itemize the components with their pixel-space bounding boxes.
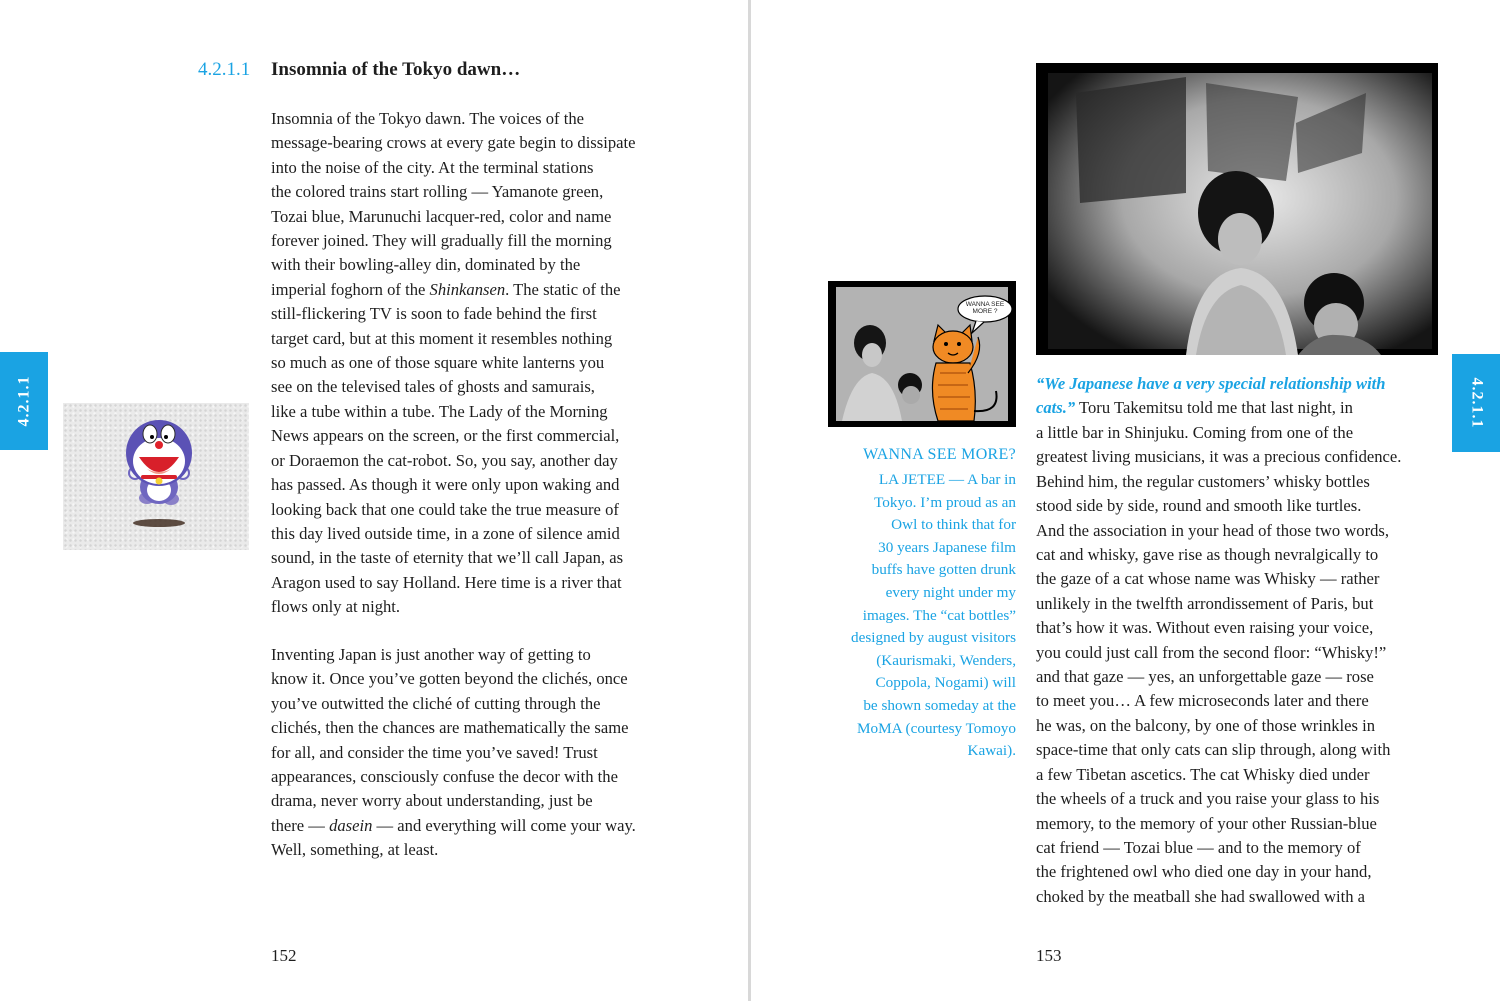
page-number-right: 153: [1036, 946, 1062, 965]
text-run: Inventing Japan is just another way of getting to know it. Once you’ve gotten beyond the clichés, once you’ve outwitted the cliché of cutting through the clichés, then the chances are mathematically the same for all, and consider the time you’ve saved! Trust appearances, consciously confuse the decor with the drama, never worry about understanding, just be there —: [271, 645, 629, 835]
tab-label: 4.2.1.1: [1468, 377, 1485, 429]
book-gutter: [748, 0, 751, 1001]
highlighted-quote: “We Japanese have a very special relationship with cats.”: [1036, 374, 1386, 418]
italic-term: dasein: [329, 815, 373, 835]
doraemon-illustration-icon: [63, 403, 249, 550]
speech-bubble-text: WANNA SEE MORE ?: [965, 301, 1005, 315]
section-tab-right: [1452, 354, 1500, 452]
section-tab-left: [0, 352, 48, 450]
bar-photo-large: [1036, 63, 1438, 355]
text-run: Toru Takemitsu told me that last night, in: [1075, 398, 1353, 418]
bar-photo-image: [1036, 63, 1438, 355]
right-paragraph: a little bar in Shinjuku. Coming from one of the greatest living musicians, it was a precious confidence. Behind him, the regular customers’ whisky bottles stood side by side, round and smooth like turtles. And the association in your head of those two words, cat and whisky, gave rise as though nevralgically to the gaze of a cat whose name was Whisky — rather unlikely in the twelfth arrondissement of Paris, but that’s how it was. Without even raising your voice, you could just call from the second floor: “Whisky!” and that gaze — yes, an unforgettable gaze — rose to meet you… A few microseconds later and there he was, on the balcony, by one of those wrinkles in space-time that only cats can slip through, along with a few Tibetan ascetics. The cat Whisky died under the wheels of a truck and you raise your glass to his memory, to the memory of your other Russian-blue cat friend — Tozai blue — and to the memory of the frightened owl who died one day in your hand, choked by the meatball she had swallowed with a: [1036, 423, 1402, 906]
italic-term: Shinkansen: [429, 279, 506, 299]
tab-label: 4.2.1.1: [15, 375, 32, 427]
text-run: . The static of the still-flickering TV is soon to fade behind the first target card, but at this moment it resembles nothing so much as one of those square white lanterns you see on the televised tales of ghosts and samurais, like a tube within a tube. The Lady of the Morning News appears on the screen, or the first commercial, or Doraemon the cat-robot. So, you say, another day has passed. As though it were only upon waking and looking back that one could take the true measure of this day lived outside time, in a zone of silence amid sound, in the taste of eternity that we’ll call Japan, as Aragon used to say Holland. Here time is a river that flows only at night.: [271, 279, 624, 617]
caption-body: LA JETEE — A bar in Tokyo. I’m proud as an Owl to think that for 30 years Japanese film buffs have gotten drunk every night under my images. The “cat bottles” designed by august visitors (Kaurismaki, Wenders, Coppola, Nogami) will be shown someday at the MoMA (courtesy Tomoyo Kawai).: [851, 471, 1016, 760]
page-number-left: 152: [271, 946, 297, 965]
text-run: Insomnia of the Tokyo dawn. The voices of the message-bearing crows at every gate begin to dissipate into the noise of the city. At the terminal stations the colored trains start rolling — Yamanote green, Tozai blue, Marunuchi lacquer-red, color and name forever joined. They will gradually fill the morning with their bowling-alley din, dominated by the imperial foghorn of the: [271, 109, 636, 299]
section-number: 4.2.1.1: [198, 59, 251, 80]
left-paragraph-2: [271, 643, 691, 863]
bar-photo-small: [828, 281, 1016, 427]
left-paragraph-1: [271, 107, 691, 620]
quote-paragraph: [1036, 372, 1446, 421]
doraemon-illustration: [63, 403, 249, 550]
caption-heading: WANNA SEE MORE?: [863, 446, 1016, 463]
text-run: — and everything will come your way. Well, something, at least.: [271, 815, 636, 860]
section-title: Insomnia of the Tokyo dawn…: [271, 59, 521, 80]
